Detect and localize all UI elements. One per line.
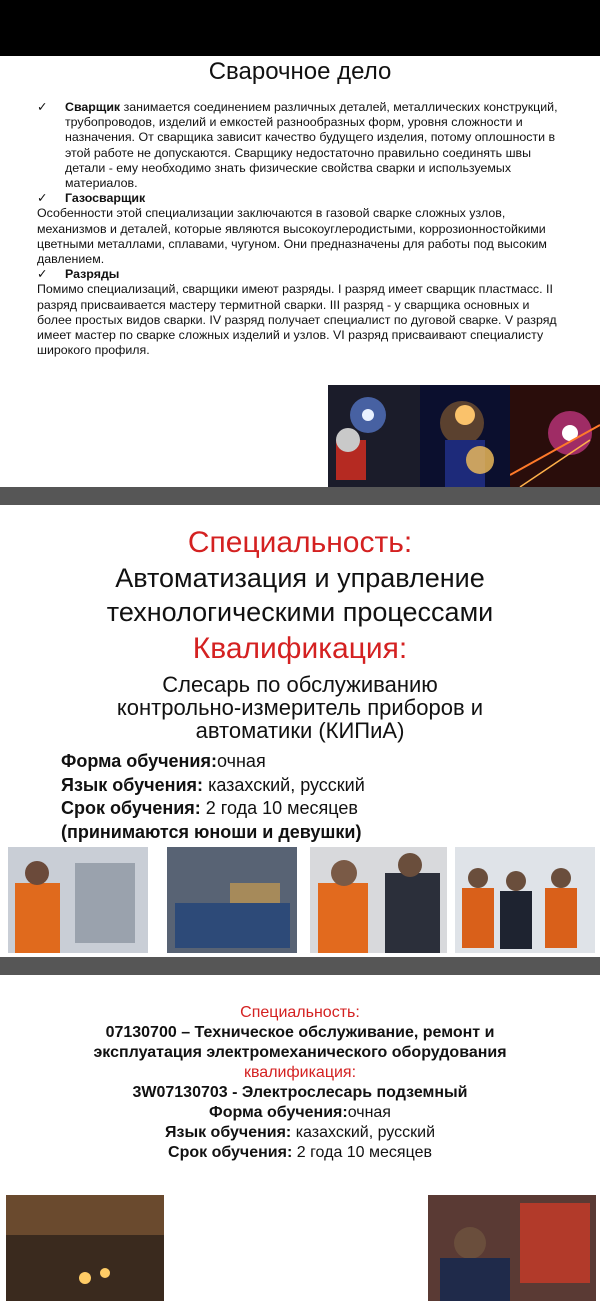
qualification-label: Квалификация:	[192, 632, 408, 665]
top-black-bar	[0, 0, 600, 56]
welding-item-gas	[37, 191, 567, 206]
electro-section	[0, 1003, 600, 1163]
item-heading: Разряды	[65, 267, 120, 282]
divider-band-2	[0, 957, 600, 975]
qual-line-2: контрольно-измеритель приборов и	[116, 695, 484, 720]
item-heading: Газосварщик	[65, 191, 146, 206]
welding-title: Сварочное дело	[208, 58, 392, 85]
specialty-line-1: 07130700 – Техническое обслуживание, ремонт и	[105, 1024, 495, 1041]
lang-row: Язык обучения: казахский, русский	[164, 1124, 435, 1141]
specialty-line-2: технологическими процессами	[106, 597, 494, 627]
qual-line-3: автоматики (КИПиА)	[195, 718, 405, 743]
automation-photos	[0, 843, 600, 955]
welding-body	[37, 100, 567, 358]
automation-section	[0, 525, 600, 742]
checkmark-icon: ✓	[37, 191, 48, 206]
admission-note: (принимаются юноши и девушки)	[61, 821, 362, 842]
form-row: Форма обучения:очная	[61, 751, 266, 771]
specialty-label: Специальность:	[240, 1004, 360, 1021]
item-text: занимается соединением различных деталей, металлических конструкций, трубопроводов, изделий и емкостей разнообразных форм, уровня сложности и назначения. От сварщика зависит качество будущего изделия, потому оплошности в этой работе не допускаются. Сварщику недостаточно правильно соединять швы детали - ему необходимо знать физические свойства сварки и используемых материалов.	[65, 100, 558, 191]
term-row: Срок обучения: 2 года 10 месяцев	[168, 1144, 432, 1161]
welding-item-grades	[37, 267, 567, 282]
welding-item-welder	[37, 100, 567, 191]
welding-section	[0, 56, 600, 358]
welding-photo-2	[420, 385, 510, 487]
lang-row: Язык обучения: казахский, русский	[61, 774, 365, 795]
specialty-label: Специальность:	[187, 526, 413, 559]
item-text: Особенности этой специализации заключаются в газовой сварке сложных узлов, механизмов и деталей, которые являются высокоуглеродистыми, коррозионностойкими цветными металлами, сплавами, чугуном. Они предназначены для работы под высоким давлением.	[37, 206, 547, 267]
automation-info	[61, 750, 365, 844]
welding-photo-3	[510, 385, 600, 487]
checkmark-icon: ✓	[37, 267, 48, 282]
qual-line-1: Слесарь по обслуживанию	[162, 672, 438, 697]
form-row: Форма обучения:очная	[209, 1104, 391, 1121]
specialty-line-1: Автоматизация и управление	[115, 563, 485, 593]
welding-photo-1	[328, 385, 420, 487]
checkmark-icon: ✓	[37, 100, 48, 114]
specialty-line-2: эксплуатация электромеханического оборудования	[93, 1044, 507, 1061]
electro-photos	[0, 1193, 600, 1301]
qualification-value: 3W07130703 - Электрослесарь подземный	[132, 1084, 468, 1101]
item-heading: Сварщик	[65, 100, 121, 114]
term-row: Срок обучения: 2 года 10 месяцев	[61, 798, 358, 818]
welding-photos	[328, 385, 600, 487]
qualification-label: квалификация:	[243, 1064, 357, 1081]
divider-band-1	[0, 487, 600, 505]
item-text: Помимо специализаций, сварщики имеют разряды. I разряд имеет сварщик пластмасс. II разряд присваивается мастеру термитной сварки. III разряд - у сварщика основных и более простых видов сварки. IV разряд получает специалист по дуговой сварке. V разряд имеет мастер по сварке сложных изделий и узлов. VI разряд присваивают специалисту широкого профиля.	[37, 282, 557, 358]
